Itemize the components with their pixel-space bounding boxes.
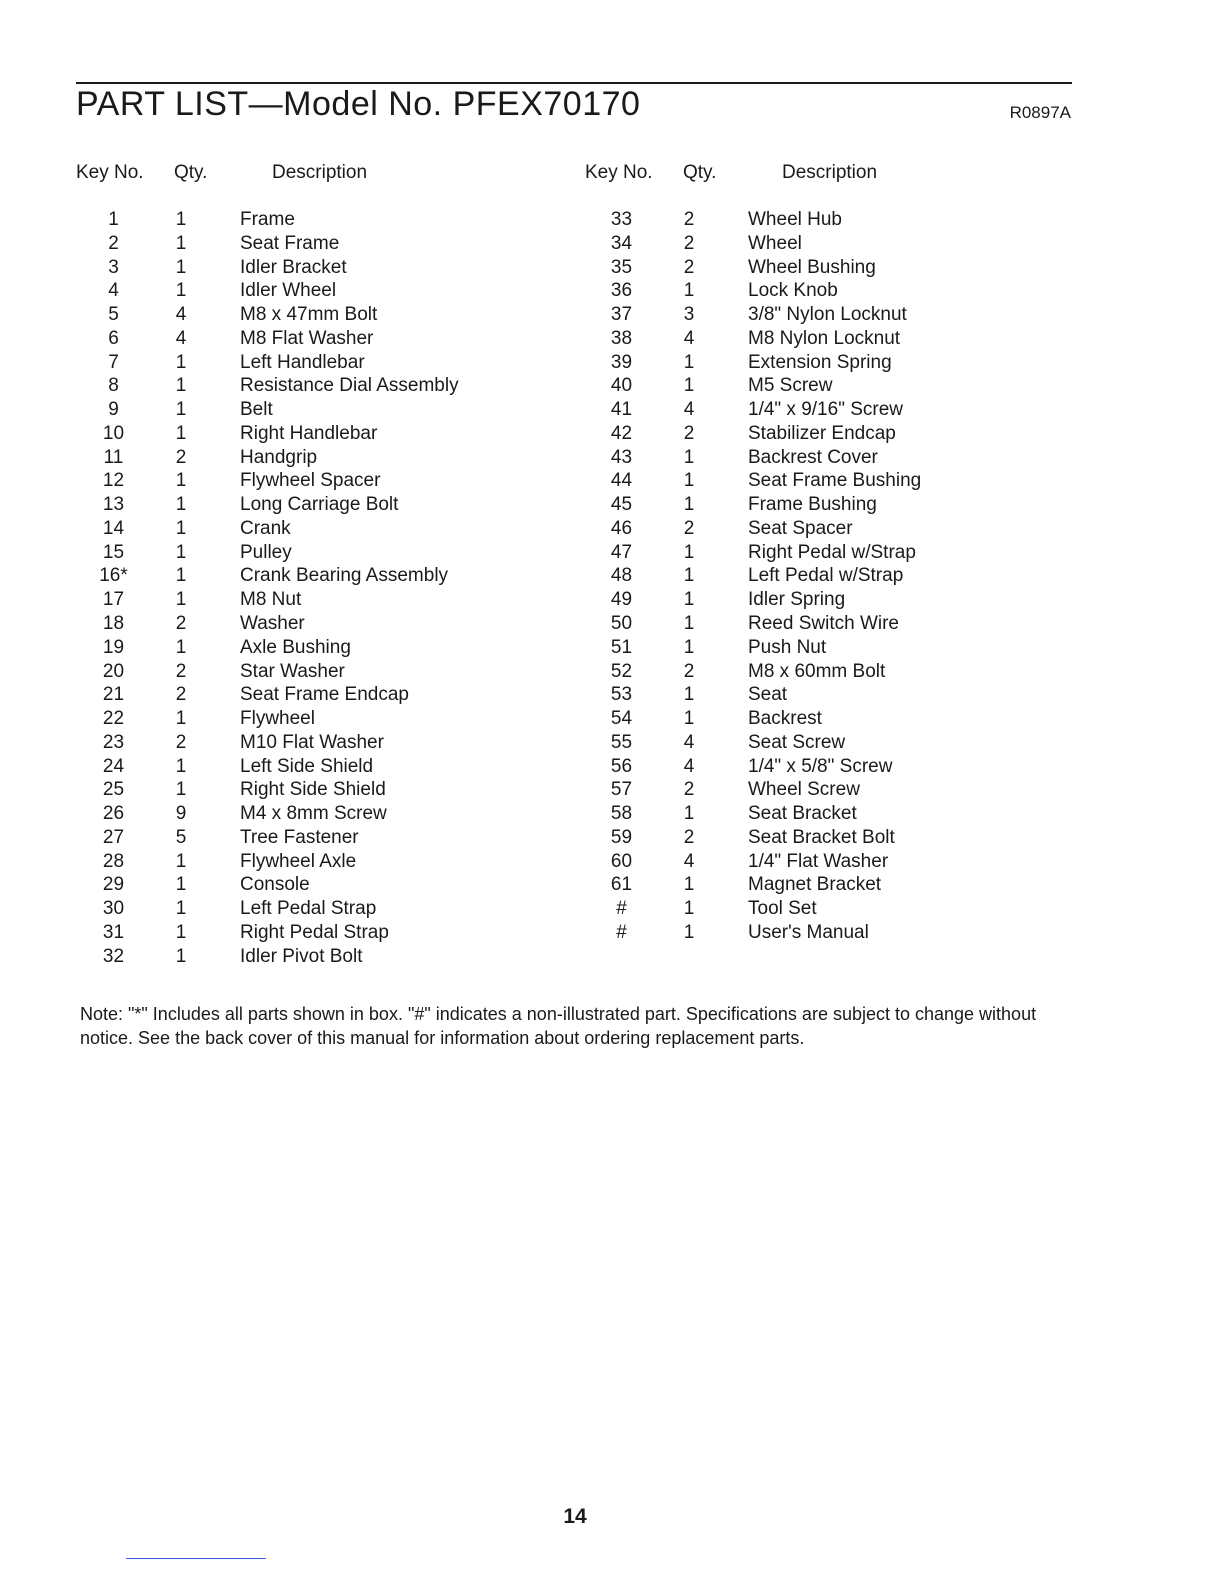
part-key-number: 31: [102, 921, 125, 943]
part-key-number: 35: [610, 256, 633, 278]
table-row: [76, 256, 546, 280]
part-description: Crank: [240, 517, 291, 539]
table-row: [584, 778, 1054, 802]
part-description: Long Carriage Bolt: [240, 494, 399, 516]
table-row: [76, 279, 546, 303]
part-quantity: 1: [175, 779, 187, 801]
part-key-number: 16*: [99, 565, 128, 587]
table-row: [76, 398, 546, 422]
part-description: M8 Flat Washer: [240, 327, 374, 349]
part-description: M8 x 47mm Bolt: [240, 304, 378, 326]
part-description: Right Side Shield: [240, 779, 386, 801]
part-quantity: 1: [683, 803, 695, 825]
table-row: [584, 660, 1054, 684]
part-quantity: 1: [175, 422, 187, 444]
part-quantity: 1: [683, 565, 695, 587]
table-row: [584, 541, 1054, 565]
table-row: [76, 755, 546, 779]
part-quantity: 1: [683, 351, 695, 373]
part-description: Flywheel Axle: [240, 850, 357, 872]
part-key-number: 32: [102, 945, 125, 967]
part-quantity: 4: [683, 850, 695, 872]
part-key-number: 51: [610, 636, 633, 658]
part-quantity: 2: [175, 660, 187, 682]
table-row: [584, 303, 1054, 327]
table-row: [584, 636, 1054, 660]
table-row: [76, 327, 546, 351]
part-quantity: 2: [683, 826, 695, 848]
table-row: [76, 778, 546, 802]
table-row: [76, 588, 546, 612]
table-row: [76, 208, 546, 232]
part-quantity: 1: [683, 874, 695, 896]
part-quantity: 1: [175, 850, 187, 872]
part-key-number: 61: [610, 874, 633, 896]
part-key-number: 15: [102, 541, 125, 563]
part-key-number: 7: [108, 351, 119, 373]
part-description: User's Manual: [748, 921, 869, 943]
part-key-number: 13: [102, 494, 125, 516]
part-quantity: 4: [683, 731, 695, 753]
part-key-number: 29: [102, 874, 125, 896]
table-row: [584, 564, 1054, 588]
part-key-number: 8: [108, 375, 119, 397]
part-description: 1/4" x 5/8" Screw: [748, 755, 893, 777]
left-header-qty: Qty.: [174, 162, 208, 183]
part-description: Pulley: [240, 541, 292, 563]
part-key-number: 39: [610, 351, 633, 373]
part-quantity: 1: [683, 613, 695, 635]
right-parts-table: [584, 208, 1054, 945]
part-key-number: 34: [610, 232, 633, 254]
table-row: [76, 374, 546, 398]
table-row: [584, 612, 1054, 636]
part-quantity: 1: [175, 921, 187, 943]
part-quantity: 3: [683, 304, 695, 326]
part-quantity: 1: [175, 898, 187, 920]
part-description: Handgrip: [240, 446, 318, 468]
part-description: M8 x 60mm Bolt: [748, 660, 886, 682]
part-quantity: 4: [175, 304, 187, 326]
part-description: M10 Flat Washer: [240, 731, 384, 753]
part-quantity: 2: [683, 779, 695, 801]
table-row: [584, 493, 1054, 517]
part-quantity: 1: [175, 209, 187, 230]
part-key-number: 28: [102, 850, 125, 872]
left-header-description: Description: [272, 162, 368, 183]
part-key-number: 58: [610, 803, 633, 825]
part-key-number: 22: [102, 708, 125, 730]
part-quantity: 4: [683, 755, 695, 777]
table-row: [76, 612, 546, 636]
part-quantity: 1: [683, 470, 695, 492]
part-key-number: 45: [610, 494, 633, 516]
table-row: [584, 279, 1054, 303]
part-quantity: 1: [175, 375, 187, 397]
table-row: [584, 517, 1054, 541]
right-header-key: Key No.: [585, 162, 653, 183]
part-description: Star Washer: [240, 660, 345, 682]
part-key-number: 57: [610, 779, 633, 801]
table-row: [76, 802, 546, 826]
part-description: Right Handlebar: [240, 422, 378, 444]
part-description: Frame: [240, 209, 295, 230]
part-description: Extension Spring: [748, 351, 892, 373]
part-quantity: 2: [683, 232, 695, 254]
table-row: [584, 683, 1054, 707]
table-row: [584, 897, 1054, 921]
part-key-number: 19: [102, 636, 125, 658]
left-parts-table: [76, 208, 546, 969]
table-row: [76, 493, 546, 517]
part-quantity: 4: [175, 327, 187, 349]
right-header-qty: Qty.: [683, 162, 717, 183]
table-row: [584, 327, 1054, 351]
part-description: Wheel Screw: [748, 779, 860, 801]
part-key-number: 33: [610, 209, 633, 230]
table-row: [584, 707, 1054, 731]
part-description: Backrest Cover: [748, 446, 878, 468]
part-quantity: 2: [175, 613, 187, 635]
table-row: [584, 588, 1054, 612]
part-quantity: 1: [175, 945, 187, 967]
table-row: [76, 541, 546, 565]
part-description: Left Pedal Strap: [240, 898, 377, 920]
part-key-number: 9: [108, 399, 119, 421]
part-key-number: 17: [102, 589, 125, 611]
part-key-number: 6: [108, 327, 119, 349]
table-row: [584, 873, 1054, 897]
part-description: Reed Switch Wire: [748, 613, 899, 635]
part-description: 1/4" x 9/16" Screw: [748, 399, 904, 421]
part-description: Stabilizer Endcap: [748, 422, 896, 444]
part-key-number: 24: [102, 755, 125, 777]
part-description: Belt: [240, 399, 273, 421]
part-quantity: 1: [175, 755, 187, 777]
part-quantity: 2: [175, 684, 187, 706]
part-key-number: 43: [610, 446, 633, 468]
part-key-number: 40: [610, 375, 633, 397]
part-description: Flywheel: [240, 708, 315, 730]
part-key-number: 41: [610, 399, 633, 421]
table-row: [584, 731, 1054, 755]
table-row: [76, 707, 546, 731]
table-row: [76, 683, 546, 707]
part-description: M8 Nut: [240, 589, 302, 611]
table-row: [76, 873, 546, 897]
part-description: Tool Set: [748, 898, 817, 920]
part-quantity: 1: [683, 494, 695, 516]
part-quantity: 1: [683, 684, 695, 706]
table-row: [76, 897, 546, 921]
part-key-number: 18: [102, 613, 125, 635]
part-key-number: 59: [610, 826, 633, 848]
part-description: Left Side Shield: [240, 755, 374, 777]
table-row: [584, 802, 1054, 826]
part-quantity: 1: [683, 589, 695, 611]
part-description: Idler Spring: [748, 589, 846, 611]
table-row: [76, 446, 546, 470]
table-row: [76, 564, 546, 588]
part-description: 3/8" Nylon Locknut: [748, 304, 907, 326]
part-description: Tree Fastener: [240, 826, 359, 848]
table-row: [584, 422, 1054, 446]
table-row: [76, 469, 546, 493]
table-row: [76, 921, 546, 945]
part-key-number: 1: [108, 209, 119, 230]
part-key-number: 55: [610, 731, 633, 753]
left-header-key: Key No.: [76, 162, 144, 183]
part-quantity: 9: [175, 803, 187, 825]
part-quantity: 5: [175, 826, 187, 848]
part-description: M8 Nylon Locknut: [748, 327, 901, 349]
part-quantity: 1: [683, 898, 695, 920]
page-number: 14: [563, 1505, 587, 1528]
part-quantity: 2: [683, 209, 695, 230]
part-description: Left Handlebar: [240, 351, 365, 373]
part-key-number: 36: [610, 280, 633, 302]
table-row: [76, 303, 546, 327]
part-quantity: 2: [683, 517, 695, 539]
part-quantity: 1: [683, 921, 695, 943]
part-key-number: 38: [610, 327, 633, 349]
part-key-number: 48: [610, 565, 633, 587]
part-description: Wheel Bushing: [748, 256, 876, 278]
part-description: Lock Knob: [748, 280, 838, 302]
part-key-number: 52: [610, 660, 633, 682]
document-code: R0897A: [1009, 103, 1071, 122]
part-key-number: 30: [102, 898, 125, 920]
part-description: Push Nut: [748, 636, 827, 658]
table-row: [76, 636, 546, 660]
part-quantity: 1: [175, 470, 187, 492]
part-description: Axle Bushing: [240, 636, 351, 658]
table-row: [76, 232, 546, 256]
table-row: [76, 850, 546, 874]
table-row: [76, 660, 546, 684]
part-quantity: 1: [175, 589, 187, 611]
part-quantity: 2: [175, 446, 187, 468]
part-key-number: 37: [610, 304, 633, 326]
parts-note: Note: "*" Includes all parts shown in box. "#" indicates a non-illustrated part. Specifications are subject to change without notice. See the back cover of this manual for information about ordering replacement parts.: [80, 1004, 1037, 1048]
table-row: [76, 422, 546, 446]
part-key-number: 2: [108, 232, 119, 254]
part-description: Frame Bushing: [748, 494, 877, 516]
table-row: [76, 351, 546, 375]
part-description: Seat Frame Endcap: [240, 684, 409, 706]
part-quantity: 2: [175, 731, 187, 753]
part-description: Seat Frame: [240, 232, 340, 254]
table-row: [76, 731, 546, 755]
part-quantity: 1: [683, 541, 695, 563]
part-description: Console: [240, 874, 310, 896]
part-description: M4 x 8mm Screw: [240, 803, 387, 825]
part-quantity: 1: [175, 256, 187, 278]
table-row: [584, 351, 1054, 375]
part-description: Crank Bearing Assembly: [240, 565, 449, 587]
part-quantity: 1: [683, 375, 695, 397]
part-key-number: 14: [102, 517, 125, 539]
part-quantity: 1: [175, 517, 187, 539]
part-description: Right Pedal w/Strap: [748, 541, 916, 563]
part-quantity: 1: [175, 565, 187, 587]
bottom-rule: [126, 1558, 266, 1559]
page-title: PART LIST—Model No. PFEX70170: [76, 85, 641, 123]
table-row: [584, 755, 1054, 779]
part-quantity: 1: [175, 280, 187, 302]
part-key-number: 10: [102, 422, 125, 444]
part-key-number: 53: [610, 684, 633, 706]
part-quantity: 1: [683, 280, 695, 302]
part-description: Wheel: [748, 232, 802, 254]
part-quantity: 1: [175, 351, 187, 373]
part-key-number: 46: [610, 517, 633, 539]
part-key-number: 47: [610, 541, 633, 563]
table-row: [76, 945, 546, 969]
part-key-number: 21: [102, 684, 125, 706]
table-row: [584, 398, 1054, 422]
part-description: Seat: [748, 684, 788, 706]
part-description: Seat Bracket Bolt: [748, 826, 895, 848]
part-key-number: 26: [102, 803, 125, 825]
part-quantity: 1: [175, 541, 187, 563]
part-description: Washer: [240, 613, 305, 635]
table-row: [584, 374, 1054, 398]
part-description: Flywheel Spacer: [240, 470, 381, 492]
part-key-number: #: [616, 898, 627, 920]
part-description: Magnet Bracket: [748, 874, 882, 896]
part-key-number: 4: [108, 280, 119, 302]
table-row: [584, 232, 1054, 256]
table-row: [76, 517, 546, 541]
table-row: [584, 469, 1054, 493]
part-key-number: 11: [103, 446, 124, 468]
part-quantity: 1: [175, 708, 187, 730]
part-description: Left Pedal w/Strap: [748, 565, 904, 587]
part-description: Seat Screw: [748, 731, 846, 753]
part-key-number: 44: [610, 470, 633, 492]
part-quantity: 1: [175, 874, 187, 896]
part-key-number: 49: [610, 589, 633, 611]
part-quantity: 1: [175, 636, 187, 658]
part-description: Right Pedal Strap: [240, 921, 389, 943]
table-row: [584, 446, 1054, 470]
table-row: [584, 256, 1054, 280]
part-quantity: 1: [683, 446, 695, 468]
part-description: Seat Frame Bushing: [748, 470, 922, 492]
part-key-number: 54: [610, 708, 633, 730]
table-row: [584, 826, 1054, 850]
part-key-number: 56: [610, 755, 633, 777]
part-description: Seat Bracket: [748, 803, 857, 825]
right-header-description: Description: [782, 162, 878, 183]
part-quantity: 2: [683, 660, 695, 682]
part-description: 1/4" Flat Washer: [748, 850, 889, 872]
part-key-number: 5: [108, 304, 119, 326]
table-row: [76, 826, 546, 850]
table-row: [584, 850, 1054, 874]
part-key-number: 27: [102, 826, 125, 848]
part-quantity: 1: [175, 232, 187, 254]
table-row: [584, 921, 1054, 945]
part-key-number: 50: [610, 613, 633, 635]
part-quantity: 1: [683, 636, 695, 658]
part-key-number: 12: [102, 470, 125, 492]
part-key-number: #: [616, 921, 627, 943]
part-quantity: 4: [683, 327, 695, 349]
part-quantity: 1: [175, 494, 187, 516]
part-key-number: 3: [108, 256, 119, 278]
part-description: Wheel Hub: [748, 209, 842, 230]
part-description: Idler Pivot Bolt: [240, 945, 363, 967]
part-quantity: 1: [683, 708, 695, 730]
part-key-number: 60: [610, 850, 633, 872]
part-description: M5 Screw: [748, 375, 833, 397]
part-description: Resistance Dial Assembly: [240, 375, 459, 397]
part-quantity: 1: [175, 399, 187, 421]
part-description: Idler Wheel: [240, 280, 337, 302]
part-description: Idler Bracket: [240, 256, 347, 278]
part-description: Backrest: [748, 708, 822, 730]
part-quantity: 4: [683, 399, 695, 421]
part-description: Seat Spacer: [748, 517, 853, 539]
part-key-number: 42: [610, 422, 633, 444]
part-quantity: 2: [683, 422, 695, 444]
part-quantity: 2: [683, 256, 695, 278]
part-key-number: 20: [102, 660, 125, 682]
part-key-number: 25: [102, 779, 125, 801]
part-key-number: 23: [102, 731, 125, 753]
table-row: [584, 208, 1054, 232]
